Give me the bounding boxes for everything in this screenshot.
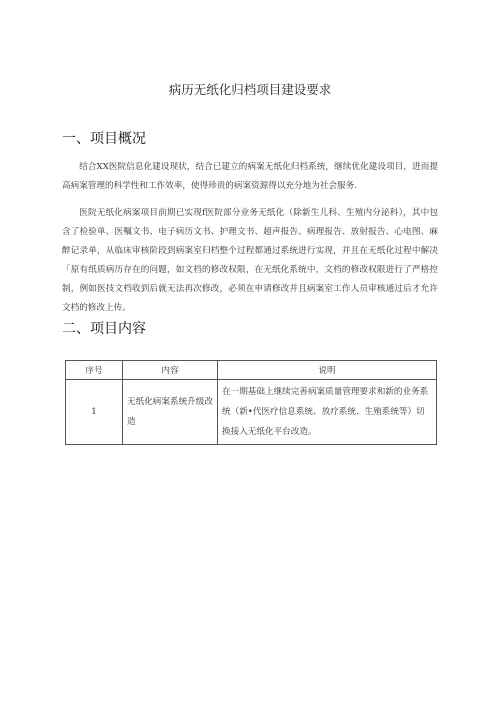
table-cell-description: 在一期基础上继续完善病案质量管理要求和新的业务系统（新•代医疗信息系统、放疗系统、生殖系统等）切换接入无纸化平台改造。 (218, 380, 437, 445)
overview-paragraph-1: 结合XX医院信息化建设现状，结合已建立的病案无纸化归档系统，继续优化建设项目，进而提高病案管理的科学性和工作效率，使得珍贵的病案资源得以充分地为社会服务. (62, 162, 438, 191)
section-heading-overview: 一、项目概况 (62, 131, 146, 147)
table-cell-no: 1 (66, 380, 123, 445)
table-header-row (66, 361, 437, 380)
table-header-no: 序号 (66, 361, 123, 380)
table-cell-content: 无纸化病案系统升级改造 (123, 380, 218, 445)
table-row (66, 380, 437, 445)
section-heading-content: 二、项目内容 (62, 321, 146, 337)
overview-paragraph-2: 医院无纸化病案项目前期已实现f医院部分业务无纸化（除新生儿科、生殖内分泌科），其中包含了检验单、医嘱文书、电子病历文书、护理文书、超声报告、病理报告、放射报告、心电图、麻醉记录单，从临床审核阶段到病案室归档整个过程都通过系统进行实现，并且在无纸化过程中解决「原有纸质病历存在的问题，如文档的修改权限，在无纸化系统中，文档的修改权限进行了严格控制，例如医技文档收到后就无法再次修改，必须在申请修改并且病案室工作人员审核通过后才允许文档的修改上传。 (62, 208, 438, 313)
table-header-content: 内容 (123, 361, 218, 380)
table-header-description: 说明 (218, 361, 437, 380)
page-title: 病历无纸化归档项目建设要求 (168, 82, 332, 97)
project-content-table (65, 360, 437, 445)
